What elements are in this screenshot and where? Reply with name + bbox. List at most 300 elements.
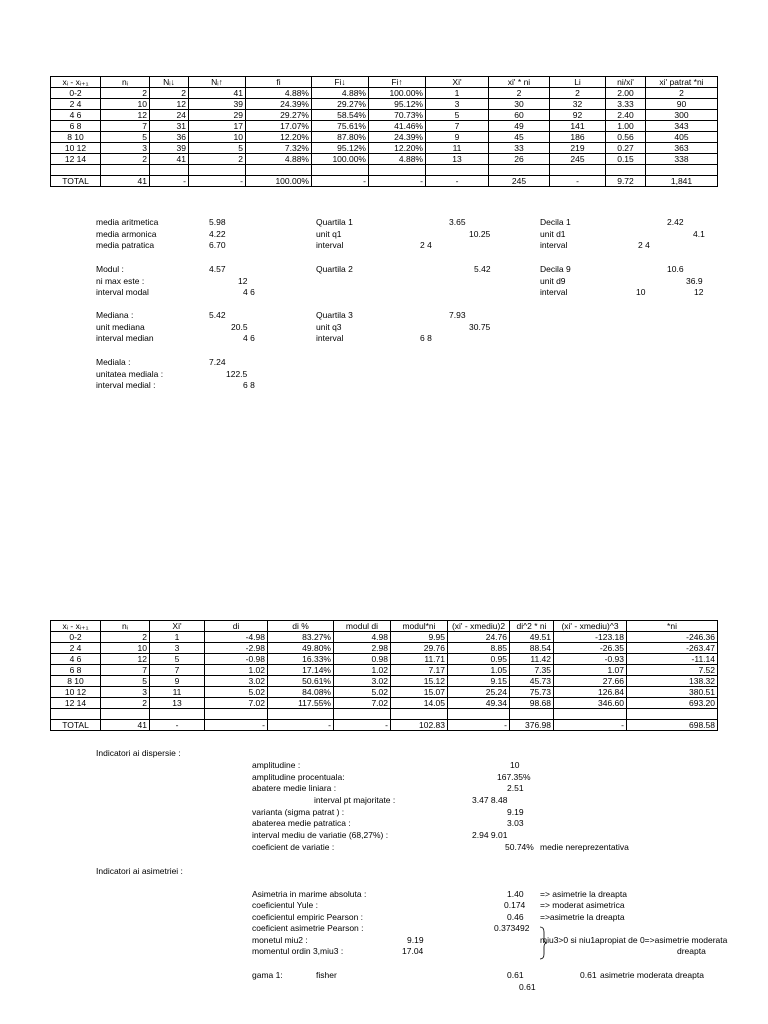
table-row-cell: 84.08% — [268, 687, 334, 698]
value-media-armonica: 4.22 — [209, 229, 226, 239]
table-row-cell: 138.32 — [627, 676, 718, 687]
total-row-cell: 41 — [101, 176, 150, 187]
table-row-cell: 88.54 — [510, 643, 554, 654]
table-row-cell: 6 8 — [51, 121, 101, 132]
table-row-cell: 12 14 — [51, 698, 101, 709]
table-row-cell: 83.27% — [268, 632, 334, 643]
total-row-cell: - — [448, 720, 510, 731]
header-row-cell: nᵢ — [101, 621, 150, 632]
table-row — [51, 687, 718, 698]
total-row-cell: 698.58 — [627, 720, 718, 731]
table-row-cell: 8 10 — [51, 132, 101, 143]
header-row-cell: di^2 * ni — [510, 621, 554, 632]
table-row-cell: 1 — [150, 632, 205, 643]
total-row-cell: - — [150, 720, 205, 731]
value-abatere-medie-liniara: 2.51 — [507, 783, 524, 793]
table-row-cell: -0.93 — [554, 654, 627, 665]
table-row-cell: 2 — [646, 88, 718, 99]
frequency-table — [50, 76, 718, 187]
deviation-table-body — [51, 621, 718, 731]
blank-cell — [189, 165, 246, 176]
table-row-cell: 12 14 — [51, 154, 101, 165]
table-row-cell: 7 — [426, 121, 489, 132]
table-row — [51, 665, 718, 676]
table-row-cell: 4 6 — [51, 654, 101, 665]
table-row-cell: 27.66 — [554, 676, 627, 687]
label-asimetrie-absoluta: Asimetria in marime absoluta : — [252, 889, 367, 899]
label-varianta: varianta (sigma patrat ) : — [252, 807, 345, 817]
table-row-cell: 100.00% — [369, 88, 426, 99]
table-row-cell: 4.88% — [246, 154, 312, 165]
value-interval-d9-b: 12 — [694, 287, 704, 297]
header-row-cell: di — [205, 621, 268, 632]
total-row — [51, 720, 718, 731]
table-row-cell: 1 — [426, 88, 489, 99]
table-row-cell: 186 — [550, 132, 606, 143]
table-row-cell: 13 — [426, 154, 489, 165]
value-interval-mediu-variatie: 2.94 9.01 — [472, 830, 508, 840]
table-row-cell: 32 — [550, 99, 606, 110]
table-row-cell: 5.02 — [334, 687, 391, 698]
value-interval-q3: 6 8 — [420, 333, 432, 343]
label-interval-majoritate: interval pt majoritate : — [314, 795, 396, 805]
table-row-cell: 3.33 — [606, 99, 646, 110]
table-row — [51, 643, 718, 654]
value-miu3: 17.04 — [402, 946, 424, 956]
note-asimetrie-absoluta: => asimetrie la dreapta — [540, 889, 627, 899]
value-unit-d9: 36.9 — [686, 276, 703, 286]
header-row-cell: ni/xi' — [606, 77, 646, 88]
table-row-cell: 24.39% — [369, 132, 426, 143]
value-interval-modal: 4 6 — [243, 287, 255, 297]
table-row-cell: 26 — [489, 154, 550, 165]
value-abaterea-medie-patratica: 3.03 — [507, 818, 524, 828]
total-row-cell: 41 — [101, 720, 150, 731]
value-media-patratica: 6.70 — [209, 240, 226, 250]
table-row-cell: 45.73 — [510, 676, 554, 687]
table-row-cell: 16.33% — [268, 654, 334, 665]
total-row-cell: 100.00% — [246, 176, 312, 187]
label-fisher: fisher — [316, 970, 337, 980]
table-row — [51, 676, 718, 687]
table-row-cell: 49.34 — [448, 698, 510, 709]
table-row — [51, 88, 718, 99]
table-row-cell: 49.80% — [268, 643, 334, 654]
table-row-cell: 12 — [150, 99, 189, 110]
header-row — [51, 77, 718, 88]
table-row-cell: 3 — [101, 687, 150, 698]
label-pearson-asimetrie: coeficient asimetrie Pearson : — [252, 923, 364, 933]
deviation-table — [50, 620, 718, 731]
table-row-cell: 7.52 — [627, 665, 718, 676]
blank-cell — [448, 709, 510, 720]
value-quartila3: 7.93 — [449, 310, 466, 320]
label-modul: Modul : — [96, 264, 124, 274]
table-row — [51, 132, 718, 143]
table-row-cell: 87.80% — [312, 132, 369, 143]
table-row-cell: 3 — [150, 643, 205, 654]
table-row-cell: 7.32% — [246, 143, 312, 154]
table-row-cell: 41 — [150, 154, 189, 165]
table-row-cell: 70.73% — [369, 110, 426, 121]
note-miu: miu3>0 si niu1apropiat de 0=>asimetrie moderata — [540, 935, 728, 945]
label-interval-median: interval median — [96, 333, 154, 343]
label-yule: coeficientul Yule : — [252, 900, 318, 910]
table-row-cell: 10 12 — [51, 143, 101, 154]
table-row-cell: 4.88% — [312, 88, 369, 99]
value-unit-q1: 10.25 — [469, 229, 491, 239]
blank-cell — [51, 165, 101, 176]
label-quartila2: Quartila 2 — [316, 264, 353, 274]
total-row-cell: - — [150, 176, 189, 187]
table-row-cell: -4.98 — [205, 632, 268, 643]
table-row-cell: 15.07 — [391, 687, 448, 698]
table-row-cell: 4 6 — [51, 110, 101, 121]
table-row-cell: 5 — [426, 110, 489, 121]
table-row-cell: 39 — [189, 99, 246, 110]
total-row-cell: - — [334, 720, 391, 731]
header-row-cell: (xi' - xmediu)^3 — [554, 621, 627, 632]
table-row-cell: 14.05 — [391, 698, 448, 709]
label-unit-q1: unit q1 — [316, 229, 342, 239]
label-abatere-medie-liniara: abatere medie liniara : — [252, 783, 337, 793]
table-row-cell: 1.00 — [606, 121, 646, 132]
table-row — [51, 654, 718, 665]
table-row-cell: 31 — [150, 121, 189, 132]
table-row-cell: 363 — [646, 143, 718, 154]
table-row-cell: 2 — [101, 88, 150, 99]
blank-cell — [205, 709, 268, 720]
value-asimetrie-absoluta: 1.40 — [507, 889, 524, 899]
note-coeficient-variatie: medie nereprezentativa — [540, 842, 629, 852]
table-row — [51, 99, 718, 110]
blank-cell — [510, 709, 554, 720]
total-row-cell: - — [268, 720, 334, 731]
table-row-cell: 24 — [150, 110, 189, 121]
header-row-cell: xi' * ni — [489, 77, 550, 88]
header-row-cell: Li — [550, 77, 606, 88]
table-row-cell: 2.00 — [606, 88, 646, 99]
table-row-cell: 29.27% — [312, 99, 369, 110]
value-unit-mediana: 20.5 — [231, 322, 248, 332]
total-row-cell: - — [550, 176, 606, 187]
dispersie-title: Indicatori ai dispersie : — [96, 748, 181, 758]
blank-cell — [334, 709, 391, 720]
value-interval-majoritate: 3.47 8.48 — [472, 795, 508, 805]
value-varianta: 9.19 — [507, 807, 524, 817]
table-row-cell: 100.00% — [312, 154, 369, 165]
header-row-cell: xᵢ - xᵢ₊₁ — [51, 621, 101, 632]
table-row-cell: 126.84 — [554, 687, 627, 698]
table-row-cell: 12.20% — [246, 132, 312, 143]
value-interval-d1: 2 4 — [638, 240, 650, 250]
total-row-cell: TOTAL — [51, 720, 101, 731]
total-row-cell: 1,841 — [646, 176, 718, 187]
label-quartila1: Quartila 1 — [316, 217, 353, 227]
table-row-cell: 9 — [426, 132, 489, 143]
label-miu2: monetul miu2 : — [252, 935, 308, 945]
blank-cell — [312, 165, 369, 176]
table-row-cell: 10 — [189, 132, 246, 143]
table-row-cell: -0.98 — [205, 654, 268, 665]
label-media-aritmetica: media aritmetica — [96, 217, 159, 227]
header-row — [51, 621, 718, 632]
table-row-cell: 7.17 — [391, 665, 448, 676]
label-unit-d9: unit d9 — [540, 276, 566, 286]
table-row-cell: 2 — [101, 698, 150, 709]
label-interval-medial: interval medial : — [96, 380, 156, 390]
value-quartila1: 3.65 — [449, 217, 466, 227]
table-row-cell: 9 — [150, 676, 205, 687]
value-amplitudine: 10 — [510, 760, 520, 770]
table-row-cell: 7 — [150, 665, 205, 676]
table-row-cell: 11 — [150, 687, 205, 698]
table-row-cell: 5.02 — [205, 687, 268, 698]
label-gama1: gama 1: — [252, 970, 283, 980]
table-row — [51, 154, 718, 165]
label-interval-q1: interval — [316, 240, 344, 250]
table-row-cell: 5 — [101, 132, 150, 143]
table-row-cell: 30 — [489, 99, 550, 110]
table-row — [51, 110, 718, 121]
label-unit-q3: unit q3 — [316, 322, 342, 332]
header-row-cell: di % — [268, 621, 334, 632]
header-row-cell: (xi' - xmediu)2 — [448, 621, 510, 632]
value-yule: 0.174 — [504, 900, 526, 910]
value-gama1: 0.61 — [507, 970, 524, 980]
header-row-cell: fi — [246, 77, 312, 88]
table-row-cell: 219 — [550, 143, 606, 154]
table-row-cell: 60 — [489, 110, 550, 121]
table-row-cell: 2 4 — [51, 99, 101, 110]
label-mediala: Mediala : — [96, 357, 131, 367]
label-miu3: momentul ordin 3,miu3 : — [252, 946, 344, 956]
table-row-cell: 2 — [550, 88, 606, 99]
total-row-cell: - — [205, 720, 268, 731]
header-row-cell: Fi↑ — [369, 77, 426, 88]
table-row-cell: 0.15 — [606, 154, 646, 165]
header-row-cell: Nᵢ↑ — [189, 77, 246, 88]
header-row-cell: Xi' — [150, 621, 205, 632]
value-mediala: 7.24 — [209, 357, 226, 367]
table-row-cell: 12.20% — [369, 143, 426, 154]
table-row-cell: 0.95 — [448, 654, 510, 665]
table-row-cell: 245 — [550, 154, 606, 165]
asimetrie-title: Indicatori ai asimetriei : — [96, 866, 183, 876]
value-interval-d9-a: 10 — [636, 287, 646, 297]
label-amplitudine: amplitudine : — [252, 760, 301, 770]
value-interval-medial: 6 8 — [243, 380, 255, 390]
table-row-cell: 29.27% — [246, 110, 312, 121]
table-row-cell: 11.42 — [510, 654, 554, 665]
total-row-cell: TOTAL — [51, 176, 101, 187]
table-row-cell: 2 — [101, 154, 150, 165]
table-row-cell: 33 — [489, 143, 550, 154]
table-row-cell: 2.98 — [334, 643, 391, 654]
table-row — [51, 698, 718, 709]
blank-cell — [268, 709, 334, 720]
note-miu-2: dreapta — [677, 946, 706, 956]
table-row-cell: 25.24 — [448, 687, 510, 698]
table-row-cell: 7.35 — [510, 665, 554, 676]
table-row-cell: 9.15 — [448, 676, 510, 687]
header-row-cell: Nᵢ↓ — [150, 77, 189, 88]
label-media-patratica: media patratica — [96, 240, 155, 250]
table-row-cell: 92 — [550, 110, 606, 121]
table-row — [51, 632, 718, 643]
note-pearson-empiric: =>asimetrie la dreapta — [540, 912, 625, 922]
table-row — [51, 121, 718, 132]
table-row-cell: 75.61% — [312, 121, 369, 132]
total-row — [51, 176, 718, 187]
table-row-cell: 2 4 — [51, 643, 101, 654]
table-row-cell: 405 — [646, 132, 718, 143]
label-unitatea-mediala: unitatea mediala : — [96, 369, 164, 379]
label-interval-modal: interval modal — [96, 287, 149, 297]
table-row-cell: 75.73 — [510, 687, 554, 698]
header-row-cell: *ni — [627, 621, 718, 632]
table-row-cell: 5 — [150, 654, 205, 665]
total-row-cell: - — [554, 720, 627, 731]
value-gama1-2: 0.61 — [580, 970, 597, 980]
label-ni-max: ni max este : — [96, 276, 145, 286]
label-pearson-empiric: coeficientul empiric Pearson : — [252, 912, 364, 922]
table-row-cell: 39 — [150, 143, 189, 154]
value-unit-q3: 30.75 — [469, 322, 491, 332]
table-row-cell: 0-2 — [51, 88, 101, 99]
table-row-cell: 343 — [646, 121, 718, 132]
table-row-cell: 95.12% — [369, 99, 426, 110]
label-interval-q3: interval — [316, 333, 344, 343]
table-row-cell: 8.85 — [448, 643, 510, 654]
table-row-cell: -123.18 — [554, 632, 627, 643]
blank-cell — [369, 165, 426, 176]
table-row-cell: 10 — [101, 643, 150, 654]
blank-cell — [101, 165, 150, 176]
table-row-cell: 3 — [426, 99, 489, 110]
value-gama1-3: 0.61 — [519, 982, 536, 992]
blank-cell — [150, 709, 205, 720]
table-row-cell: 12 — [101, 110, 150, 121]
blank-cell — [554, 709, 627, 720]
label-mediana: Mediana : — [96, 310, 134, 320]
table-row-cell: 95.12% — [312, 143, 369, 154]
table-row-cell: 7.02 — [334, 698, 391, 709]
table-row-cell: 49.51 — [510, 632, 554, 643]
table-row-cell: 3.02 — [205, 676, 268, 687]
table-row-cell: 41.46% — [369, 121, 426, 132]
table-row-cell: 3 — [101, 143, 150, 154]
value-miu2: 9.19 — [407, 935, 424, 945]
note-gama1: asimetrie moderata dreapta — [600, 970, 704, 980]
table-row-cell: 17 — [189, 121, 246, 132]
label-unit-d1: unit d1 — [540, 229, 566, 239]
table-row-cell: 4.88% — [369, 154, 426, 165]
total-row-cell: 245 — [489, 176, 550, 187]
value-unitatea-mediala: 122.5 — [226, 369, 248, 379]
table-row-cell: 10 — [101, 99, 150, 110]
table-row-cell: 300 — [646, 110, 718, 121]
table-row-cell: 141 — [550, 121, 606, 132]
value-unit-d1: 4.1 — [693, 229, 705, 239]
header-row-cell: Xi' — [426, 77, 489, 88]
table-row-cell: 7 — [101, 665, 150, 676]
table-row-cell: -2.98 — [205, 643, 268, 654]
table-row-cell: -246.36 — [627, 632, 718, 643]
table-row-cell: 0.27 — [606, 143, 646, 154]
header-row-cell: modul*ni — [391, 621, 448, 632]
blank-cell — [426, 165, 489, 176]
table-row-cell: 4.98 — [334, 632, 391, 643]
table-row-cell: 0-2 — [51, 632, 101, 643]
blank-cell — [606, 165, 646, 176]
value-interval-q1: 2 4 — [420, 240, 432, 250]
value-quartila2: 5.42 — [474, 264, 491, 274]
table-row-cell: 10 12 — [51, 687, 101, 698]
total-row-cell: 376.98 — [510, 720, 554, 731]
table-row-cell: 13 — [150, 698, 205, 709]
label-coeficient-variatie: coeficient de variatie : — [252, 842, 335, 852]
value-decila1: 2.42 — [667, 217, 684, 227]
table-row-cell: 58.54% — [312, 110, 369, 121]
header-row-cell: xᵢ - xᵢ₊₁ — [51, 77, 101, 88]
table-row-cell: 98.68 — [510, 698, 554, 709]
table-row-cell: 90 — [646, 99, 718, 110]
table-row-cell: 8 10 — [51, 676, 101, 687]
table-row-cell: 11.71 — [391, 654, 448, 665]
table-row-cell: 5 — [101, 676, 150, 687]
table-row-cell: 1.05 — [448, 665, 510, 676]
table-row-cell: 49 — [489, 121, 550, 132]
table-row-cell: 7 — [101, 121, 150, 132]
label-interval-mediu-variatie: interval mediu de variatie (68,27%) : — [252, 830, 389, 840]
table-row-cell: -263.47 — [627, 643, 718, 654]
label-abaterea-medie-patratica: abaterea medie patratica : — [252, 818, 351, 828]
label-decila9: Decila 9 — [540, 264, 571, 274]
table-row-cell: 1.02 — [205, 665, 268, 676]
blank-cell — [627, 709, 718, 720]
table-row-cell: 0.56 — [606, 132, 646, 143]
table-row-cell: 346.60 — [554, 698, 627, 709]
header-row-cell: modul di — [334, 621, 391, 632]
value-mediana: 5.42 — [209, 310, 226, 320]
table-row-cell: 17.07% — [246, 121, 312, 132]
label-interval-d9: interval — [540, 287, 568, 297]
table-row-cell: 12 — [101, 654, 150, 665]
table-row-cell: 380.51 — [627, 687, 718, 698]
table-row-cell: 36 — [150, 132, 189, 143]
blank-cell — [51, 709, 101, 720]
table-row-cell: 693.20 — [627, 698, 718, 709]
table-row-cell: 2 — [189, 154, 246, 165]
table-row-cell: 17.14% — [268, 665, 334, 676]
blank-cell — [246, 165, 312, 176]
value-media-aritmetica: 5.98 — [209, 217, 226, 227]
value-ni-max: 12 — [238, 276, 248, 286]
total-row-cell: - — [312, 176, 369, 187]
value-decila9: 10.6 — [667, 264, 684, 274]
table-row-cell: 2 — [489, 88, 550, 99]
value-modul: 4.57 — [209, 264, 226, 274]
table-row-cell: 1.07 — [554, 665, 627, 676]
table-row-cell: 7.02 — [205, 698, 268, 709]
header-row-cell: Fi↓ — [312, 77, 369, 88]
table-row-cell: 5 — [189, 143, 246, 154]
table-row-cell: 338 — [646, 154, 718, 165]
frequency-table-body — [51, 77, 718, 187]
table-row-cell: 29 — [189, 110, 246, 121]
table-row-cell: 0.98 — [334, 654, 391, 665]
